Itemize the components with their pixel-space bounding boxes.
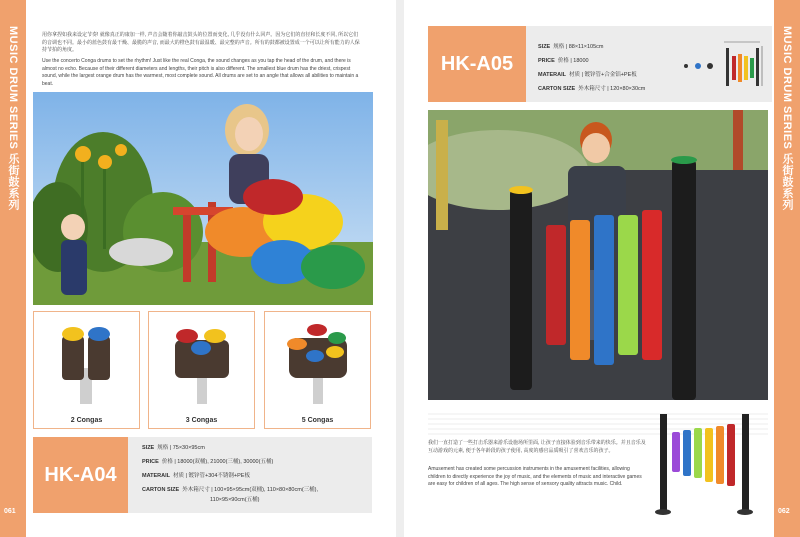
thumb-caption: 5 Congas: [301, 417, 334, 424]
spec-material: MATERAIL 材质 | 镀锌管+合金铝+PE板: [538, 72, 637, 78]
product-code: HK-A05: [428, 26, 526, 102]
thumb-caption: 2 Congas: [70, 417, 103, 424]
description-cn: 我们一直打造了一些打击乐器来游乐设施场所里面, 让孩子直接体验到音乐带来的快乐。并且音乐及互动游戏的元素, 便于各年龄段的孩子使用, 高度的感官品质吸引了喜欢音乐的孩子。: [428, 440, 646, 454]
left-page: [0, 0, 396, 537]
conga-play-photo: [33, 92, 373, 305]
chimes-play-photo: [428, 110, 768, 400]
thumb-3-congas: [148, 311, 255, 429]
thumb-caption: 3 Congas: [185, 417, 218, 424]
side-tab-label: MUSIC DRUM SERIES 乐街鼓系列: [7, 26, 19, 211]
spec-carton: CARTON SIZE 外木箱尺寸 | 120×80×30cm: [538, 86, 646, 92]
spec-price: PRICE 价格 | 18000: [538, 58, 589, 64]
product-code: HK-A04: [33, 437, 128, 513]
description-en: Use the concerto Conga drums to set the rhythm! Just like the real Conga, the sound changes as you tap the head of the drum, and there is almost no echo. Because of their different diameters and lengths, their pitch is also different. The smallest blue drum has the driest, crispest sound, while the largest orange drum has the warmest, most complete sound. All drums are set to an angle that allows all abilities to maintain a beat.: [42, 58, 359, 87]
right-side-tab: [774, 0, 800, 537]
spec-carton: CARTON SIZE 外木箱尺寸 | 100×95×95cm(双桶), 110×80×80cm(三桶),: [142, 487, 319, 493]
spec-price: PRICE 价格 | 18000(双桶), 21000(三桶), 30000(五桶): [142, 459, 274, 465]
page-number: 061: [4, 508, 16, 515]
page-number: 062: [778, 508, 790, 515]
thumb-2-congas: [33, 311, 140, 429]
description-en: Amusement has created some percussion instruments in the amusement facilities, allowing children to directly experience the joy of music, and the elements of music and interactive games are easy for children of all ages. The high sense of sensory quality attracts music. Child.: [428, 466, 642, 487]
spec-material: MATERAIL 材质 | 镀锌管+304不锈钢+PE板: [142, 473, 250, 479]
side-tab-label: MUSIC DRUM SERIES 乐街鼓系列: [781, 26, 793, 211]
spec-carton-cont: 110×95×90cm(五桶): [210, 497, 260, 503]
dimension-drawing: [680, 38, 764, 90]
left-side-tab: [0, 0, 26, 537]
right-page: [404, 0, 800, 537]
spec-size: SIZE 规格 | 88×11×105cm: [538, 44, 604, 50]
spec-size: SIZE 规格 | 75×30×95cm: [142, 445, 205, 451]
description-cn: 用你拿捏如我来设定节奏! 就像真正的康加一样, 声音会随着你敲击鼓头的位置而变化, 几乎没有什么回声。因为它们的直径和长度不同, 所以它们的音调也不同。最小的蓝色鼓有最干燥、最脆的声音, 而最大的橙色鼓有最温暖、最完整的声音。所有的鼓都被设置成一个可以让所有能力的人保持节拍的角度。: [42, 32, 360, 53]
chimes-product-image: [654, 410, 764, 520]
spec-panel: [128, 437, 372, 513]
thumb-5-congas: [264, 311, 371, 429]
